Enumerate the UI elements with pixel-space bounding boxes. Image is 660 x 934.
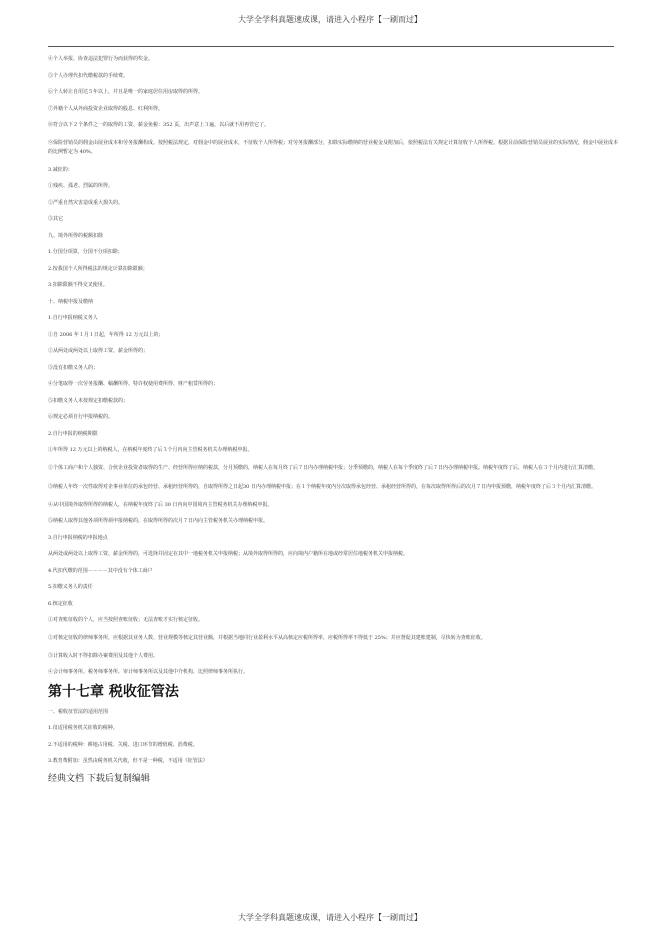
document-body bbox=[48, 56, 618, 794]
page-footer: 大学全学科真题速成课，请进入小程序【一刷而过】 bbox=[238, 913, 422, 922]
text-line: 5.扣缴义务人的责任 bbox=[48, 584, 93, 591]
text-line: ①年所得 12 万元以上的纳税人，在纳税年度终了后３个月内向主管税务机关办理纳税申报。 bbox=[48, 447, 253, 454]
text-line: 1.仅适用税务机关征收的税种。 bbox=[48, 725, 118, 732]
text-line: 2.按我国个人所得税法的规定计算扣除限额； bbox=[48, 265, 148, 272]
section-heading: 十、纳税申报及缴纳 bbox=[48, 298, 94, 305]
text-line: ②从两处或两处以上取得工资、薪金所得的； bbox=[48, 348, 149, 355]
text-line: 从两处或两处以上取得工资、薪金所得的，可选择并固定在其中一地税务机关申报纳税；从境外取得所得的，应向境内户籍所在地或经常居住地税务机关申报纳税。 bbox=[48, 551, 409, 558]
text-line: ⑤纳税人取得其他各项所得须申报纳税的，在取得所得的次月７日内向主管税务机关办理纳税申报。 bbox=[48, 518, 269, 525]
text-line: 4.代扣代缴的范围－－－－其中没有个体工商户 bbox=[48, 567, 153, 574]
document-note: 经典文档 下载后复制编辑 bbox=[48, 773, 150, 784]
text-line: 1.自行申报纳税义务人 bbox=[48, 315, 98, 322]
page-header: 大学全学科真题速成课，请进入小程序【一刷而过】 bbox=[238, 15, 422, 24]
text-line: ①自 2006 年１月１日起，年所得 12 万元以上的； bbox=[48, 331, 164, 338]
text-line: ⑥个人转让自用达５年以上、并且是唯一的家庭居住用房取得的所得。 bbox=[48, 89, 204, 95]
section-heading: 九、境外所得的税额扣除 bbox=[48, 232, 104, 239]
header-divider bbox=[48, 46, 614, 47]
chapter-title: 第十七章 税收征管法 bbox=[48, 683, 179, 700]
text-line: ③纳税人年终一次性取得对企事业单位的承包经营、承租经营所得的，自取得所得之日起30 日内办理纳税申报；在１个纳税年度内分次取得承包经营、承租经营所得的，在每次取得所得后的次月７日内申报预缴，纳税年度终了后３个月内汇算清缴。 bbox=[48, 483, 596, 490]
text-line: 1.分国分项算，分国不分项扣除； bbox=[48, 249, 123, 256]
text-line: 3.减征的： bbox=[48, 166, 73, 173]
text-line: ①残疾、孤老、烈属的所得。 bbox=[48, 183, 114, 190]
text-line: ④个人举报、协查违法犯罪行为而获得的奖金。 bbox=[48, 56, 154, 62]
text-line: ③计算收入时不得扣除办案费用及其他个人费用。 bbox=[48, 652, 159, 659]
text-line: ④从中国境外取得所得的纳税人，在纳税年度终了后 30 日内向中国境内主管税务机关办理纳税申报。 bbox=[48, 501, 273, 508]
text-line: ③没有扣缴义务人的； bbox=[48, 364, 99, 371]
text-line: ④分笔取得一次劳务报酬、稿酬所得、特许权使用费所得、财产租赁所得的； bbox=[48, 381, 219, 388]
text-line: ②对核定征收的律师事务所，应根据其业务人数、营业规模等核定其营业额，并根据当地同行业盈利水平从高核定应税所得率，应税所得率不得低于 25%；并应督促其建账建制，尽快转为查账征收。 bbox=[48, 634, 486, 641]
text-line: ⑤个人办理代扣代缴税款的手续费。 bbox=[48, 72, 129, 79]
text-line: 2.自行申报的纳税期限 bbox=[48, 430, 98, 437]
text-line: 3.自行申报纳税的申报地点 bbox=[48, 534, 108, 541]
text-line: ⑥规定必须自行申报纳税的。 bbox=[48, 414, 114, 421]
text-line: 3.扣除限额不得交叉使用。 bbox=[48, 282, 108, 289]
text-line: 6.核定征收 bbox=[48, 600, 73, 607]
section-heading: 一、税收征管法的适用范围 bbox=[48, 708, 109, 715]
text-line: 2.不适用的税种：耕地占用税、关税、进口环节的增值税、消费税。 bbox=[48, 741, 198, 748]
text-line: ②个体工商户和个人独资、合伙企业投资者取得的生产、经营所得应纳的税款，分月预缴的，纳税人在每月终了后７日内办理纳税申报；分季预缴的，纳税人在每个季度终了后７日内办理纳税申报。纳税年度终了后，纳税人在３个月内进行汇算清缴。 bbox=[48, 464, 599, 471]
text-line: ①对查账征收的个人，应当按照查账征收；无法查账才实行核定征收。 bbox=[48, 617, 204, 624]
text-line: ③其它 bbox=[48, 216, 64, 223]
text-line: ⑦外籍个人从外商投资企业取得的股息、红利所得。 bbox=[48, 105, 164, 112]
text-line: ⑨保险营销员的佣金由展业成本和劳务报酬构成。按照税法规定，对佣金中的展业成本，不征收个人所得税；对劳务报酬部分，扣除实际缴纳的营业税金及附加后，依照税法有关规定计算征收个人所得税。根据目前保险营销员展业的实际情况，佣金中展业成本的比例暂定为 40%。 bbox=[48, 139, 619, 155]
text-line: 3.教育费附加：虽然由税务机关代收，但不是一种税，不适用《征管法》 bbox=[48, 758, 208, 765]
text-line: ④会计师事务所、税务师事务所、审计师事务所以及其他中介机构，比照律师事务所执行。 bbox=[48, 669, 249, 676]
text-line: ⑧符合以下２个条件之一的取得的工资、薪金免税：352 页，出声意上３遍，以后就不用再管它了。 bbox=[48, 122, 270, 128]
text-line: ⑤扣缴义务人未按规定扣缴税款的； bbox=[48, 397, 129, 404]
text-line: ②严重自然灾害造成重大损失的。 bbox=[48, 199, 124, 206]
